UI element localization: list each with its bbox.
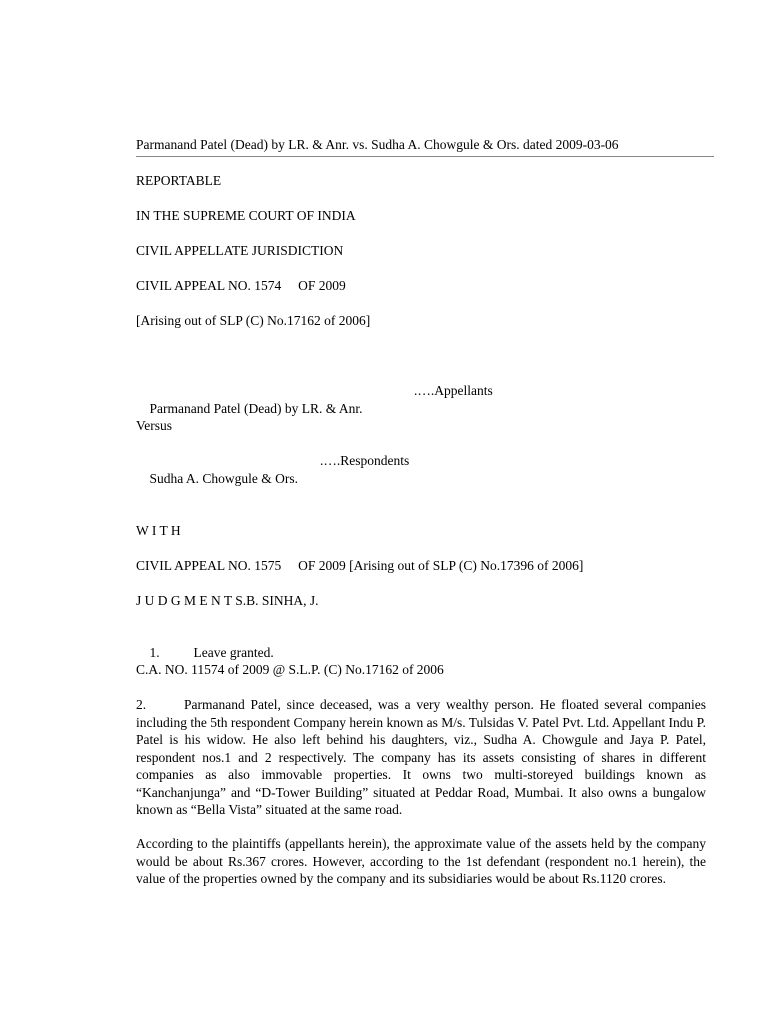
respondents-row (136, 452, 410, 522)
appellants-role: .….Appellants (414, 383, 493, 398)
paragraph-2-number: 2. (136, 697, 147, 712)
respondents-name: Sudha A. Chowgule & Ors. (149, 470, 298, 486)
paragraph-3: According to the plaintiffs (appellants herein), the approximate value of the assets held by the company would be about Rs.367 crores. However, according to the 1st defendant (respondent no.1 herein), the value of the properties owned by the company and its subsidiaries would be about Rs.1120 crores. (136, 836, 706, 886)
item-1-text: Leave granted. (193, 644, 274, 660)
arising-out-of: [Arising out of SLP (C) No.17162 of 2006] (136, 313, 371, 328)
ca-reference-line: C.A. NO. 11574 of 2009 @ S.L.P. (C) No.17162 of 2006 (136, 662, 444, 677)
respondents-role: .….Respondents (320, 453, 410, 468)
reportable-label: REPORTABLE (136, 173, 222, 188)
document-page (136, 0, 714, 1024)
civil-appeal-number: CIVIL APPEAL NO. 1574 OF 2009 (136, 278, 346, 293)
connected-appeal: CIVIL APPEAL NO. 1575 OF 2009 [Arising out of SLP (C) No.17396 of 2006] (136, 558, 584, 573)
jurisdiction: CIVIL APPELLATE JURISDICTION (136, 243, 344, 258)
versus-label: Versus (136, 418, 172, 433)
court-name: IN THE SUPREME COURT OF INDIA (136, 208, 356, 223)
item-1-number: 1. (149, 644, 160, 660)
appellants-name: Parmanand Patel (Dead) by LR. & Anr. (149, 400, 363, 416)
judgment-heading: J U D G M E N T S.B. SINHA, J. (136, 593, 319, 608)
paragraph-2 (136, 696, 706, 819)
paragraph-2-text: Parmanand Patel, since deceased, was a very wealthy person. He floated several companies including the 5th respondent Company herein known as M/s. Tulsidas V. Patel Pvt. Ltd. Appellant Indu P. Patel is his widow. He also left behind his daughters, viz., Sudha A. Chowgule and Jaya P. Patel, respondent nos.1 and 2 respectively. The company has its assets consisting of shares in different companies as also immovable properties. It owns two multi-storeyed buildings known as “Kanchanjunga” and “D-Tower Building” situated at Peddar Road, Mumbai. It also owns a bungalow known as “Bella Vista” situated at the same road. (136, 697, 706, 817)
with-heading: W I T H (136, 523, 181, 538)
case-title-header: Parmanand Patel (Dead) by LR. & Anr. vs. Sudha A. Chowgule & Ors. dated 2009-03-06 (136, 136, 714, 157)
